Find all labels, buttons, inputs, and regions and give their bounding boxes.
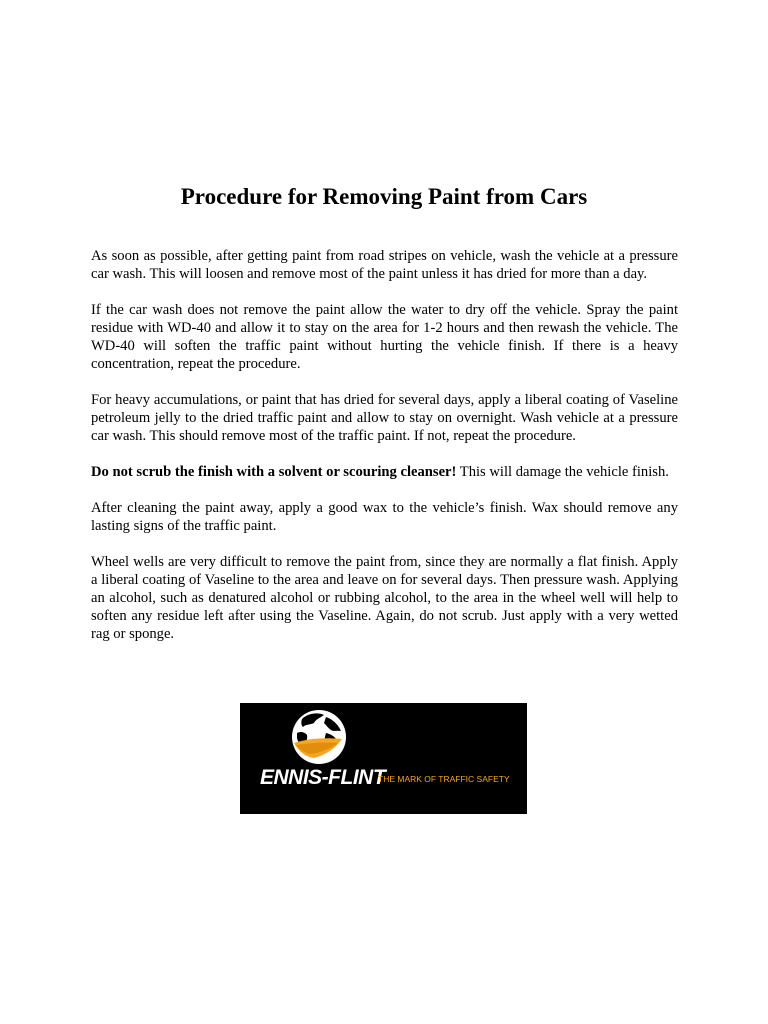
paragraph-wheel-wells: Wheel wells are very difficult to remove the paint from, since they are normally a flat finish. Apply a liberal coating of Vaseline to the area and leave on for several days. Then pressure wash. Applying an alcohol, such as denatured alcohol or rubbing alcohol, to the area in the wheel well will help to soften any residue left after using the Vaseline. Again, do not scrub. Just apply with a very wetted rag or sponge.	[91, 554, 678, 642]
brand-tagline: THE MARK OF TRAFFIC SAFETY	[378, 774, 510, 784]
paragraph-wd40: If the car wash does not remove the paint allow the water to dry off the vehicle. Spray the paint residue with WD-40 and allow it to stay on the area for 1-2 hours and then rewash the vehicle. The WD-40 will soften the traffic paint without hurting the vehicle finish. If there is a heavy concentration, repeat the procedure.	[91, 302, 678, 372]
paragraph-wax: After cleaning the paint away, apply a good wax to the vehicle’s finish. Wax should remove any lasting signs of the traffic paint.	[91, 500, 678, 534]
globe-with-swoosh-icon	[240, 703, 527, 814]
warning-bold-text: Do not scrub the finish with a solvent or scouring cleanser!	[91, 464, 457, 480]
ennis-flint-logo	[240, 703, 527, 814]
paragraph-warning	[91, 463, 678, 481]
page-title: Procedure for Removing Paint from Cars	[180, 184, 588, 209]
brand-name: ENNIS-FLINT	[260, 766, 386, 789]
paragraph-pressure-wash: As soon as possible, after getting paint from road stripes on vehicle, wash the vehicle at a pressure car wash. This will loosen and remove most of the paint unless it has dried for more than a day.	[91, 248, 678, 282]
paragraph-vaseline: For heavy accumulations, or paint that has dried for several days, apply a liberal coating of Vaseline petroleum jelly to the dried traffic paint and allow to stay on overnight. Wash vehicle at a pressure car wash. This should remove most of the traffic paint. If not, repeat the procedure.	[91, 392, 678, 444]
document-body	[91, 247, 678, 661]
warning-rest-text: This will damage the vehicle finish.	[456, 464, 669, 480]
